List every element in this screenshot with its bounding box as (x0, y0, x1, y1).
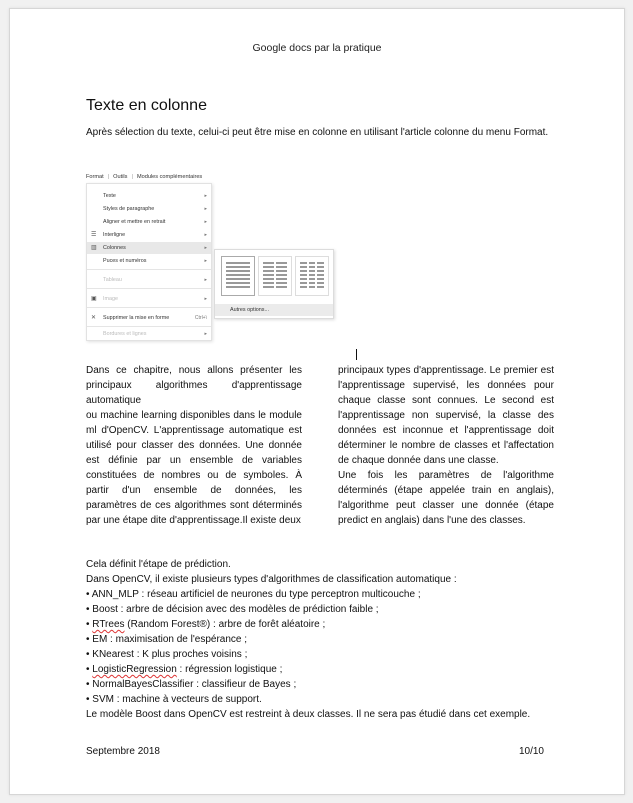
menubar-modules: Modules complémentaires (136, 174, 203, 180)
left-paragraph-1: Dans ce chapitre, nous allons présenter les principaux algorithmes d'apprentissage automatique (86, 365, 302, 406)
menu-item-puces (87, 255, 211, 267)
menubar-format: Format (86, 174, 104, 180)
menu-item-interligne (87, 229, 211, 241)
spellcheck-word: LogisticRegression (92, 664, 177, 675)
more-options-item: Autres options... (215, 304, 333, 316)
menu-item-label: Aligner et mettre en retrait (103, 219, 166, 225)
menu-item-label: Bordures et lignes (103, 331, 147, 337)
chevron-right-icon: ▸ (204, 206, 207, 212)
column-right (338, 363, 554, 528)
footer-date: Septembre 2018 (86, 746, 160, 757)
column-left (86, 363, 302, 528)
chevron-right-icon: ▸ (204, 219, 207, 225)
menubar-outils: Outils (113, 174, 128, 180)
bullet-mark: • (86, 664, 93, 675)
menu-divider (87, 307, 211, 308)
menu-divider (87, 326, 211, 327)
list-intro: Dans OpenCV, il existe plusieurs types d'algorithmes de classification automatique : (86, 574, 457, 585)
menu-item-colonnes (87, 242, 211, 254)
menu-item-label: Texte (103, 193, 116, 199)
list-item: • NormalBayesClassifier : classifieur de Bayes ; (86, 679, 297, 690)
menubar-separator: | (107, 174, 110, 180)
menu-item-aligner (87, 216, 211, 228)
list-item (86, 617, 553, 632)
footer-page-number: 10/10 (518, 746, 544, 757)
line-spacing-icon: ☰ (91, 232, 97, 238)
menu-item-shortcut: Ctrl+\ (194, 315, 207, 321)
menu-item-texte (87, 190, 211, 202)
list-item: • KNearest : K plus proches voisins ; (86, 649, 248, 660)
menu-item-label: Puces et numéros (103, 258, 147, 264)
body-after-columns (86, 557, 553, 722)
image-icon: ▣ (91, 296, 97, 302)
menu-item-label: Image (103, 296, 118, 302)
text-cursor (356, 349, 357, 360)
page-header: Google docs par la pratique (252, 42, 382, 54)
menu-item-label: Tableau (103, 277, 122, 283)
right-paragraph-1: principaux types d'apprentissage. Le premier est l'apprentissage supervisé, les données pour chaque classe sont connues. Le second est l'apprentissage non supervisé, la classe des données est inconnue et l'apprentissage doit déterminer le nombre de classes et l'affectation de chaque donnée dans une classe. (338, 365, 554, 466)
right-paragraph-2: Une fois les paramètres de l'algorithme déterminés (étape appelée train en anglais), l'algorithme peut classer une donnée (étape predict en anglais) dans l'une des classes. (338, 470, 554, 526)
menu-item-label: Supprimer la mise en forme (103, 315, 170, 321)
columns-submenu (214, 249, 334, 319)
closing-paragraph: Le modèle Boost dans OpenCV est restreint à deux classes. Il ne sera pas étudié dans cet exemple. (86, 709, 531, 720)
menu-item-label: Styles de paragraphe (103, 206, 155, 212)
format-menu-screenshot (86, 171, 338, 341)
menu-item-supprimer (87, 312, 211, 324)
list-item: • Boost : arbre de décision avec des modèles de prédiction faible ; (86, 604, 379, 615)
list-item (86, 662, 553, 677)
menu-divider (87, 269, 211, 270)
menu-item-styles (87, 203, 211, 215)
chevron-right-icon: ▸ (204, 193, 207, 199)
prediction-sentence: Cela définit l'étape de prédiction. (86, 559, 231, 570)
spellcheck-word: RTrees (92, 619, 125, 630)
left-paragraph-2: ou machine learning disponibles dans le module ml d'OpenCV. L'apprentissage automatique est utilisé pour classer des données. Une donnée est définie par un ensemble de variables constituées de nombres ou de symboles. À partir d'un ensemble de données, les paramètres de ces algorithmes sont déterminés par une étape dite d'apprentissage.Il existe deux (86, 410, 302, 526)
bullet-mark: • (86, 619, 93, 630)
menu-item-image (87, 293, 211, 305)
chevron-right-icon: ▸ (204, 258, 207, 264)
list-item: • EM : maximisation de l'espérance ; (86, 634, 248, 645)
columns-icon: ▥ (91, 245, 97, 251)
menu-divider (87, 288, 211, 289)
menu-item-label: Colonnes (103, 245, 126, 251)
menu-item-tableau (87, 274, 211, 286)
one-column-option (221, 256, 255, 296)
list-item: • SVM : machine à vecteurs de support. (86, 694, 262, 705)
list-item-text: (Random Forest®) : arbre de forêt aléatoire ; (124, 619, 326, 630)
clear-formatting-icon: ✕ (91, 315, 97, 321)
menu-item-label: Interligne (103, 232, 126, 238)
three-column-option (295, 256, 329, 296)
chevron-right-icon: ▸ (204, 331, 207, 337)
list-item: • ANN_MLP : réseau artificiel de neurones du type perceptron multicouche ; (86, 589, 421, 600)
chevron-right-icon: ▸ (204, 296, 207, 302)
intro-paragraph: Après sélection du texte, celui-ci peut être mise en colonne en utilisant l'article colonne du menu Format. (86, 127, 549, 138)
section-title: Texte en colonne (86, 97, 207, 114)
format-menu (86, 183, 212, 341)
chevron-right-icon: ▸ (204, 232, 207, 238)
chevron-right-icon: ▸ (204, 277, 207, 283)
document-page (9, 8, 625, 795)
menu-item-bordures (87, 328, 211, 340)
two-column-option (258, 256, 292, 296)
list-item-text: : régression logistique ; (176, 664, 283, 675)
menubar (86, 171, 202, 183)
chevron-right-icon: ▸ (204, 245, 207, 251)
menubar-separator: | (131, 174, 133, 180)
